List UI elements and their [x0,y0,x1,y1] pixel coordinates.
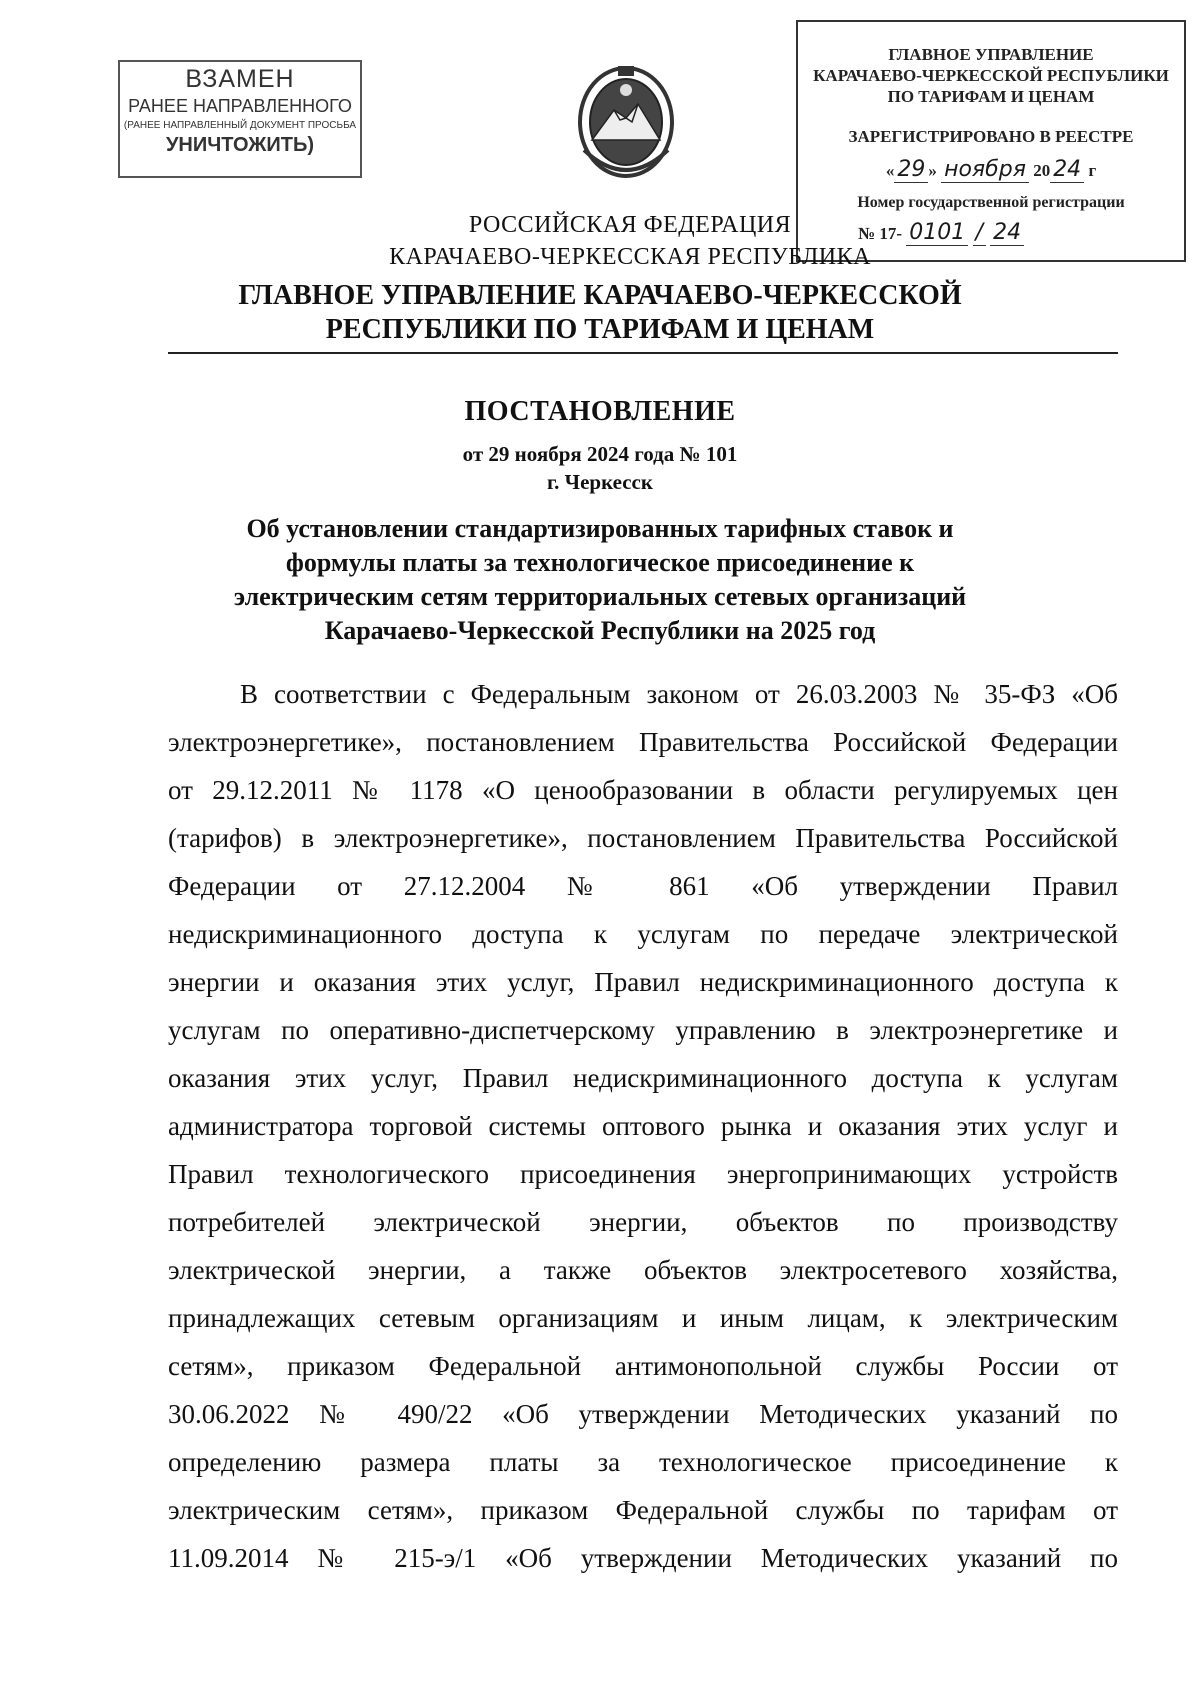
body-line: услугам по оперативно-диспетчерскому управлению в электроэнергетике и [168,1015,1118,1045]
header-republic: КАРАЧАЕВО-ЧЕРКЕССКАЯ РЕСПУБЛИКА [389,244,871,270]
reg-number-sep: / [973,220,986,246]
header-agency-line-2: РЕСПУБЛИКИ ПО ТАРИФАМ И ЦЕНАМ [325,314,875,345]
document-title: ПОСТАНОВЛЕНИЕ [464,396,736,427]
reg-org-line-1: ГЛАВНОЕ УПРАВЛЕНИЕ [888,45,1094,64]
body-line: определению размера платы за технологическое присоединение к [168,1447,1118,1477]
body-line: потребителей электрической энергии, объектов по производству [168,1207,1118,1237]
reg-number-label: Номер государственной регистрации [857,194,1125,211]
body-line: энергии и оказания этих услуг, Правил недискриминационного доступа к [168,967,1118,997]
reg-org-line-3: ПО ТАРИФАМ И ЦЕНАМ [887,87,1095,106]
stamp-line-4: УНИЧТОЖИТЬ) [165,134,315,156]
reg-stamp-org [798,44,1184,107]
body-line: от 29.12.2011 № 1178 «О ценообразовании в области регулируемых цен [168,775,1118,805]
body-line: 11.09.2014 № 215-э/1 «Об утверждении Методических указаний по [168,1543,1118,1573]
body-line: электроэнергетике», постановлением Правительства Российской Федерации [168,727,1118,757]
body-line: электрической энергии, а также объектов электросетевого хозяйства, [168,1255,1118,1285]
header-country: РОССИЙСКАЯ ФЕДЕРАЦИЯ [468,212,792,238]
reg-date-suffix: г [1088,161,1097,180]
body-line: 30.06.2022 № 490/22 «Об утверждении Методических указаний по [168,1399,1118,1429]
body-line: В соответствии с Федеральным законом от 26.03.2003 № 35-ФЗ «Об [240,679,1118,709]
reg-number-value: 0101 [906,220,968,246]
reg-date-month: ноября [941,157,1029,183]
body-line: администратора торговой системы оптового рынка и оказания этих услуг и [168,1111,1118,1141]
stamp-line-1: ВЗАМЕН [185,65,295,93]
reg-org-line-2: КАРАЧАЕВО-ЧЕРКЕССКОЙ РЕСПУБЛИКИ [813,66,1169,85]
body-line: принадлежащих сетевым организациям и иным лицам, к электрическим [168,1303,1118,1333]
reg-date-year-prefix: 20 [1033,161,1051,180]
reg-date-close: » [928,161,937,180]
body-line: (тарифов) в электроэнергетике», постановлением Правительства Российской [168,823,1118,853]
reg-number-prefix: № 17- [858,224,902,243]
replacement-stamp [118,60,362,178]
header-agency-line-1: ГЛАВНОЕ УПРАВЛЕНИЕ КАРАЧАЕВО-ЧЕРКЕССКОЙ [238,280,962,311]
body-text [168,670,1118,1582]
reg-registered-label: ЗАРЕГИСТРИРОВАНО В РЕЕСТРЕ [848,127,1134,146]
stamp-line-2: РАНЕЕ НАПРАВЛЕННОГО [128,96,352,116]
body-line: электрическим сетям», приказом Федеральной службы по тарифам от [168,1495,1118,1525]
reg-date-day: 29 [894,157,928,183]
stamp-line-3: (РАНЕЕ НАПРАВЛЕННЫЙ ДОКУМЕНТ ПРОСЬБА [123,120,357,131]
document-subject [0,512,1200,648]
body-line: Федерации от 27.12.2004 № 861 «Об утверждении Правил [168,871,1118,901]
body-line: сетям», приказом Федеральной антимонопольной службы России от [168,1351,1118,1381]
body-line: недискриминационного доступа к услугам по передаче электрической [168,919,1118,949]
reg-date-year: 24 [1050,157,1084,183]
document-city: г. Черкесск [547,470,653,494]
subject-line: Об установлении стандартизированных тарифных ставок и [246,514,954,543]
body-line: Правил технологического присоединения энергопринимающих устройств [168,1159,1118,1189]
reg-number-year: 24 [990,220,1024,246]
document-date-number: от 29 ноября 2024 года № 101 [462,442,738,466]
coat-of-arms-icon [574,60,678,188]
body-line: оказания этих услуг, Правил недискриминационного доступа к услугам [168,1063,1118,1093]
header-divider [168,352,1118,354]
subject-line: электрическим сетям территориальных сетевых организаций [233,582,967,611]
subject-line: Карачаево-Черкесской Республики на 2025 год [324,616,876,645]
reg-date-open: « [885,161,895,180]
subject-line: формулы платы за технологическое присоединение к [285,548,915,577]
reg-date [798,157,1184,182]
